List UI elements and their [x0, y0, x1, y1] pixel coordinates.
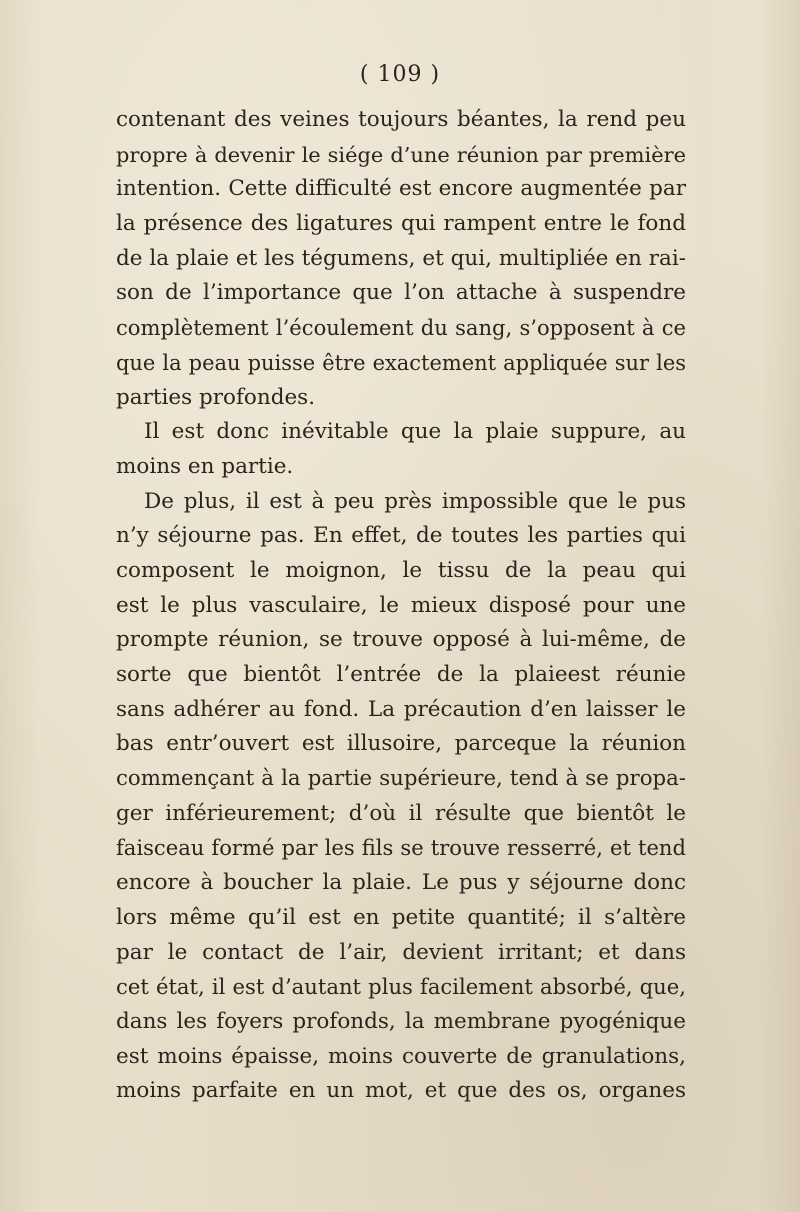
text-line: lors même qu’il est en petite quantité; il s’altère	[116, 904, 686, 930]
text-line: faisceau formé par les fils se trouve resserré, et tend	[116, 835, 686, 861]
text-line: commençant à la partie supérieure, tend à se propa-	[116, 766, 686, 792]
text-line: son de l’importance que l’on attache à suspendre	[116, 280, 686, 306]
text-line: moins parfaite en un mot, et que des os, organes	[116, 1078, 686, 1104]
text-line: la présence des ligatures qui rampent entre le fond	[116, 211, 686, 237]
text-line: intention. Cette difficulté est encore augmentée par	[116, 176, 686, 202]
text-line: De plus, il est à peu près impossible que le pus	[144, 488, 686, 514]
text-line: parties profondes.	[116, 384, 316, 410]
text-line: complètement l’écoulement du sang, s’opposent à ce	[116, 315, 686, 341]
text-line: dans les foyers profonds, la membrane pyogénique	[116, 1008, 686, 1034]
text-line: est moins épaisse, moins couverte de granulations,	[116, 1043, 686, 1069]
text-line: de la plaie et les tégumens, et qui, multipliée en rai-	[116, 245, 686, 271]
text-line: sans adhérer au fond. La précaution d’en laisser le	[116, 696, 686, 722]
text-line: Il est donc inévitable que la plaie suppure, au	[144, 419, 686, 445]
text-line: contenant des veines toujours béantes, la rend peu	[116, 107, 686, 132]
text-line: sorte que bientôt l’entrée de la plaieest réunie	[116, 662, 686, 687]
text-line: propre à devenir le siége d’une réunion par première	[116, 142, 686, 167]
text-line: encore à boucher la plaie. Le pus y séjourne donc	[116, 870, 686, 896]
text-line: cet état, il est d’autant plus facilement absorbé, que,	[116, 974, 686, 1000]
page-number: ( 109 )	[359, 62, 441, 87]
text-line: bas entr’ouvert est illusoire, parceque la réunion	[116, 731, 686, 757]
body-text	[116, 103, 686, 1109]
text-line: prompte réunion, se trouve opposé à lui-même, de	[116, 627, 686, 653]
text-line: est le plus vasculaire, le mieux disposé pour une	[116, 592, 686, 618]
text-line: par le contact de l’air, devient irritant; et dans	[116, 939, 686, 965]
text-line: composent le moignon, le tissu de la peau qui	[116, 557, 686, 583]
text-line: ger inférieurement; d’où il résulte que bientôt le	[116, 800, 686, 826]
text-line: que la peau puisse être exactement appliquée sur les	[116, 350, 686, 375]
text-line: moins en partie.	[116, 453, 294, 479]
text-line: n’y séjourne pas. En effet, de toutes les parties qui	[116, 523, 686, 549]
